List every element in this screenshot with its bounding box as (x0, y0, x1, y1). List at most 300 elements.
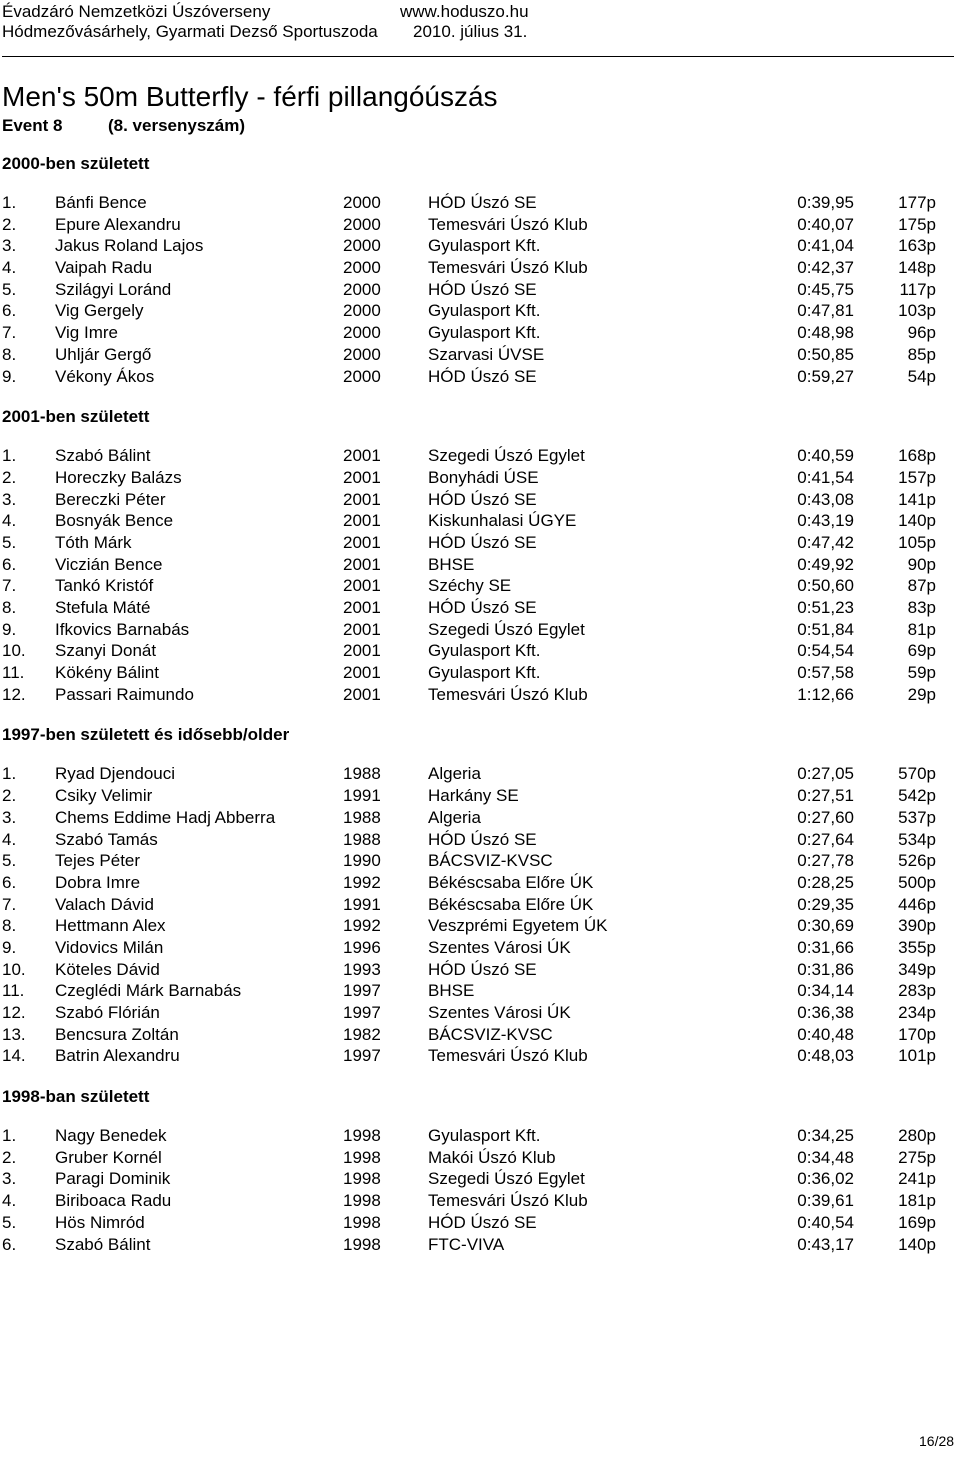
result-time: 0:34,48 (797, 1147, 854, 1167)
place: 2. (2, 467, 17, 487)
result-time: 0:27,60 (797, 807, 854, 827)
result-row (0, 937, 960, 959)
result-row (0, 192, 960, 214)
place: 6. (2, 301, 17, 321)
result-points: 349p (898, 959, 936, 979)
swimmer-name: Viczián Bence (55, 554, 163, 574)
section-spacer (0, 387, 960, 401)
swimmer-name: Batrin Alexandru (55, 1046, 180, 1066)
result-row (0, 597, 960, 619)
club-name: HÓD Úszó SE (428, 279, 537, 299)
result-row (0, 510, 960, 532)
place: 4. (2, 829, 17, 849)
result-points: 87p (907, 576, 936, 596)
club-name: Makói Úszó Klub (428, 1147, 556, 1167)
place: 4. (2, 511, 17, 531)
result-row (0, 1024, 960, 1046)
result-points: 241p (898, 1169, 936, 1189)
result-points: 534p (898, 829, 936, 849)
swimmer-name: Ryad Djendouci (55, 764, 176, 784)
result-row (0, 619, 960, 641)
result-time: 0:27,05 (797, 764, 854, 784)
result-row (0, 489, 960, 511)
result-time: 0:49,92 (797, 554, 854, 574)
result-points: 526p (898, 851, 936, 871)
result-row (0, 1190, 960, 1212)
result-row (0, 467, 960, 489)
header-venue: Hódmezővásárhely, Gyarmati Dezső Sportuszoda (2, 22, 378, 41)
swimmer-name: Szabó Flórián (55, 1003, 160, 1022)
result-points: 275p (898, 1147, 936, 1167)
result-time: 0:36,38 (797, 1003, 854, 1022)
result-points: 169p (898, 1212, 936, 1232)
result-time: 0:43,19 (797, 511, 854, 531)
club-name: FTC-VIVA (428, 1234, 505, 1254)
result-row (0, 662, 960, 684)
birth-year: 1997 (343, 1046, 381, 1066)
swimmer-name: Hettmann Alex (55, 916, 166, 936)
result-time: 0:59,27 (797, 366, 854, 386)
age-group-heading-row (0, 148, 960, 192)
club-name: Gyulasport Kft. (428, 301, 541, 321)
club-name: BHSE (428, 981, 475, 1001)
birth-year: 1998 (343, 1234, 381, 1254)
swimmer-name: Tóth Márk (55, 532, 132, 552)
result-row (0, 279, 960, 301)
header-competition-name: Évadzáró Nemzetközi Úszóverseny (2, 2, 271, 21)
result-time: 0:54,54 (797, 641, 854, 661)
result-time: 0:50,85 (797, 344, 854, 364)
result-points: 96p (907, 323, 936, 343)
results-list (0, 148, 960, 1269)
swimmer-name: Uhljár Gergő (55, 344, 152, 364)
result-points: 101p (898, 1046, 936, 1066)
club-name: Temesvári Úszó Klub (428, 258, 588, 278)
result-points: 117p (899, 279, 936, 299)
place: 3. (2, 489, 17, 509)
result-points: 446p (898, 894, 936, 914)
place: 2. (2, 1147, 17, 1167)
place: 8. (2, 598, 17, 617)
result-row (0, 829, 960, 851)
event-line (2, 116, 245, 136)
event-number: (8. versenyszám) (108, 116, 246, 135)
club-name: HÓD Úszó SE (428, 1212, 537, 1232)
club-name: HÓD Úszó SE (428, 532, 537, 552)
club-name: Temesvári Úszó Klub (428, 214, 588, 234)
age-group-section (0, 1081, 960, 1269)
place: 9. (2, 366, 17, 386)
place: 4. (2, 258, 17, 278)
swimmer-name: Hös Nimród (55, 1212, 145, 1232)
result-time: 0:27,64 (797, 829, 854, 849)
place: 4. (2, 1191, 17, 1211)
birth-year: 2001 (343, 663, 381, 683)
birth-year: 2000 (343, 301, 381, 321)
result-row (0, 257, 960, 279)
result-points: 163p (898, 236, 936, 256)
place: 8. (2, 916, 17, 936)
result-row (0, 554, 960, 576)
result-time: 1:12,66 (797, 684, 854, 704)
birth-year: 2000 (343, 214, 381, 234)
club-name: Kiskunhalasi ÚGYE (428, 511, 577, 531)
swimmer-name: Vaipah Radu (55, 258, 153, 278)
result-points: 103p (898, 301, 936, 321)
club-name: Békéscsaba Előre ÚK (428, 872, 594, 892)
page-number: 16/28 (919, 1433, 955, 1449)
result-time: 0:27,78 (797, 851, 854, 871)
result-row (0, 214, 960, 236)
place: 7. (2, 894, 17, 914)
swimmer-name: Jakus Roland Lajos (55, 236, 204, 256)
birth-year: 2001 (343, 684, 381, 704)
place: 3. (2, 236, 17, 256)
club-name: HÓD Úszó SE (428, 598, 537, 617)
result-time: 0:29,35 (797, 894, 854, 914)
result-points: 280p (898, 1126, 936, 1146)
swimmer-name: Bánfi Bence (55, 193, 147, 212)
age-group-heading-row (0, 719, 960, 763)
result-time: 0:34,25 (797, 1126, 854, 1146)
result-points: 54p (907, 366, 936, 386)
place: 9. (2, 937, 17, 957)
swimmer-name: Nagy Benedek (55, 1126, 167, 1146)
result-row (0, 322, 960, 344)
birth-year: 1998 (343, 1126, 381, 1146)
club-name: Temesvári Úszó Klub (428, 1046, 588, 1066)
club-name: Szentes Városi ÚK (428, 937, 571, 957)
result-row (0, 980, 960, 1002)
result-time: 0:41,04 (797, 236, 854, 256)
birth-year: 1991 (343, 894, 381, 914)
result-points: 177p (898, 193, 936, 212)
birth-year: 1996 (343, 937, 381, 957)
birth-year: 1988 (343, 764, 381, 784)
swimmer-name: Vig Gergely (55, 301, 144, 321)
result-row (0, 344, 960, 366)
result-time: 0:42,37 (797, 258, 854, 278)
result-points: 234p (898, 1003, 936, 1022)
age-group-section (0, 719, 960, 1081)
header-divider (2, 56, 954, 57)
result-points: 355p (898, 937, 936, 957)
result-time: 0:57,58 (797, 663, 854, 683)
swimmer-name: Szabó Bálint (55, 1234, 151, 1254)
result-time: 0:48,03 (797, 1046, 854, 1066)
result-row (0, 959, 960, 981)
result-row (0, 1125, 960, 1147)
result-time: 0:36,02 (797, 1169, 854, 1189)
result-points: 140p (898, 511, 936, 531)
swimmer-name: Dobra Imre (55, 872, 141, 892)
result-points: 500p (898, 872, 936, 892)
age-group-heading: 2001-ben született (2, 407, 150, 427)
age-group-heading: 1997-ben született és idősebb/older (2, 725, 290, 745)
club-name: HÓD Úszó SE (428, 366, 537, 386)
club-name: Szarvasi ÚVSE (428, 344, 545, 364)
result-time: 0:48,98 (797, 323, 854, 343)
place: 10. (2, 959, 26, 979)
birth-year: 1998 (343, 1212, 381, 1232)
result-points: 29p (907, 684, 936, 704)
club-name: Gyulasport Kft. (428, 323, 541, 343)
club-name: HÓD Úszó SE (428, 829, 537, 849)
place: 5. (2, 532, 17, 552)
section-spacer (0, 705, 960, 719)
result-points: 283p (898, 981, 936, 1001)
result-time: 0:40,59 (797, 446, 854, 466)
place: 12. (2, 1003, 26, 1022)
result-time: 0:41,54 (797, 467, 854, 487)
result-time: 0:51,23 (797, 598, 854, 617)
result-row (0, 850, 960, 872)
place: 6. (2, 554, 17, 574)
swimmer-name: Chems Eddime Hadj Abberra (55, 807, 276, 827)
club-name: BÁCSVIZ-KVSC (428, 851, 553, 871)
place: 2. (2, 214, 17, 234)
result-row (0, 1212, 960, 1234)
place: 7. (2, 323, 17, 343)
result-row (0, 894, 960, 916)
birth-year: 1982 (343, 1024, 381, 1044)
result-row (0, 575, 960, 597)
birth-year: 2000 (343, 366, 381, 386)
result-points: 157p (898, 467, 936, 487)
age-group-section (0, 401, 960, 719)
result-time: 0:30,69 (797, 916, 854, 936)
result-row (0, 807, 960, 829)
result-time: 0:47,42 (797, 532, 854, 552)
result-points: 59p (907, 663, 936, 683)
birth-year: 1998 (343, 1191, 381, 1211)
club-name: Széchy SE (428, 576, 512, 596)
result-row (0, 872, 960, 894)
birth-year: 1993 (343, 959, 381, 979)
result-row (0, 445, 960, 467)
swimmer-name: Bereczki Péter (55, 489, 166, 509)
result-time: 0:39,61 (797, 1191, 854, 1211)
club-name: HÓD Úszó SE (428, 489, 537, 509)
result-points: 175p (898, 214, 936, 234)
result-time: 0:45,75 (797, 279, 854, 299)
club-name: Szegedi Úszó Egylet (428, 619, 585, 639)
place: 6. (2, 872, 17, 892)
place: 11. (2, 663, 25, 683)
result-time: 0:28,25 (797, 872, 854, 892)
result-time: 0:39,95 (797, 193, 854, 212)
swimmer-name: Vidovics Milán (55, 937, 164, 957)
swimmer-name: Köteles Dávid (55, 959, 160, 979)
swimmer-name: Vékony Ákos (55, 366, 155, 386)
event-label: Event 8 (2, 116, 63, 135)
swimmer-name: Czeglédi Márk Barnabás (55, 981, 242, 1001)
club-name: Szentes Városi ÚK (428, 1003, 571, 1022)
result-row (0, 235, 960, 257)
club-name: Gyulasport Kft. (428, 1126, 541, 1146)
swimmer-name: Kökény Bálint (55, 663, 159, 683)
result-points: 69p (907, 641, 936, 661)
result-points: 90p (907, 554, 936, 574)
place: 5. (2, 1212, 17, 1232)
club-name: HÓD Úszó SE (428, 193, 537, 212)
age-group-heading-row (0, 1081, 960, 1125)
result-time: 0:40,54 (797, 1212, 854, 1232)
swimmer-name: Szanyi Donát (55, 641, 157, 661)
place: 6. (2, 1234, 17, 1254)
swimmer-name: Ifkovics Barnabás (55, 619, 190, 639)
result-row (0, 300, 960, 322)
club-name: HÓD Úszó SE (428, 959, 537, 979)
place: 5. (2, 279, 17, 299)
birth-year: 1992 (343, 916, 381, 936)
result-points: 537p (898, 807, 936, 827)
swimmer-name: Horeczky Balázs (55, 467, 182, 487)
swimmer-name: Tejes Péter (55, 851, 141, 871)
result-time: 0:40,48 (797, 1024, 854, 1044)
birth-year: 2001 (343, 532, 381, 552)
result-time: 0:40,07 (797, 214, 854, 234)
club-name: Szegedi Úszó Egylet (428, 1169, 585, 1189)
birth-year: 2001 (343, 619, 381, 639)
birth-year: 2001 (343, 554, 381, 574)
birth-year: 2000 (343, 323, 381, 343)
result-points: 390p (898, 916, 936, 936)
result-row (0, 1234, 960, 1256)
birth-year: 2001 (343, 489, 381, 509)
section-spacer (0, 1067, 960, 1081)
result-time: 0:31,66 (797, 937, 854, 957)
result-row (0, 1002, 960, 1024)
result-row (0, 366, 960, 388)
swimmer-name: Szilágyi Loránd (55, 279, 172, 299)
place: 3. (2, 1169, 17, 1189)
birth-year: 2000 (343, 344, 381, 364)
club-name: Békéscsaba Előre ÚK (428, 894, 594, 914)
place: 9. (2, 619, 17, 639)
birth-year: 2000 (343, 236, 381, 256)
header-website: www.hoduszo.hu (400, 2, 529, 21)
birth-year: 1998 (343, 1147, 381, 1167)
result-points: 81p (907, 619, 936, 639)
swimmer-name: Biriboaca Radu (55, 1191, 172, 1211)
section-spacer (0, 1255, 960, 1269)
result-time: 0:31,86 (797, 959, 854, 979)
birth-year: 1992 (343, 872, 381, 892)
birth-year: 1998 (343, 1169, 381, 1189)
swimmer-name: Passari Raimundo (55, 684, 194, 704)
result-row (0, 1045, 960, 1067)
birth-year: 2001 (343, 467, 381, 487)
result-row (0, 532, 960, 554)
result-points: 168p (898, 446, 936, 466)
swimmer-name: Szabó Bálint (55, 446, 151, 466)
club-name: Algeria (428, 807, 481, 827)
result-points: 570p (898, 764, 936, 784)
swimmer-name: Szabó Tamás (55, 829, 158, 849)
swimmer-name: Epure Alexandru (55, 214, 181, 234)
club-name: Algeria (428, 764, 481, 784)
club-name: Gyulasport Kft. (428, 663, 541, 683)
birth-year: 2001 (343, 576, 381, 596)
swimmer-name: Valach Dávid (55, 894, 154, 914)
swimmer-name: Bencsura Zoltán (55, 1024, 179, 1044)
birth-year: 2001 (343, 641, 381, 661)
place: 14. (2, 1046, 26, 1066)
club-name: Gyulasport Kft. (428, 641, 541, 661)
result-points: 83p (907, 598, 936, 617)
place: 1. (2, 764, 17, 784)
birth-year: 2001 (343, 511, 381, 531)
birth-year: 1997 (343, 1003, 381, 1022)
result-row (0, 1168, 960, 1190)
swimmer-name: Bosnyák Bence (55, 511, 174, 531)
place: 10. (2, 641, 26, 661)
birth-year: 2001 (343, 598, 381, 617)
age-group-heading: 2000-ben született (2, 154, 150, 173)
club-name: Temesvári Úszó Klub (428, 1191, 588, 1211)
birth-year: 2000 (343, 279, 381, 299)
club-name: Veszprémi Egyetem ÚK (428, 916, 608, 936)
place: 1. (2, 1126, 17, 1146)
swimmer-name: Paragi Dominik (55, 1169, 171, 1189)
result-row (0, 915, 960, 937)
place: 13. (2, 1024, 26, 1044)
club-name: Bonyhádi ÚSE (428, 467, 539, 487)
club-name: Gyulasport Kft. (428, 236, 541, 256)
place: 3. (2, 807, 17, 827)
result-row (0, 640, 960, 662)
place: 7. (2, 576, 17, 596)
club-name: Harkány SE (428, 786, 519, 806)
club-name: Szegedi Úszó Egylet (428, 446, 585, 466)
club-name: BHSE (428, 554, 475, 574)
result-time: 0:43,17 (797, 1234, 854, 1254)
result-points: 85p (907, 344, 936, 364)
birth-year: 2000 (343, 258, 381, 278)
result-time: 0:47,81 (797, 301, 854, 321)
result-points: 542p (898, 786, 936, 806)
result-time: 0:50,60 (797, 576, 854, 596)
result-row (0, 763, 960, 785)
swimmer-name: Stefula Máté (55, 598, 151, 617)
birth-year: 2000 (343, 193, 381, 212)
result-time: 0:43,08 (797, 489, 854, 509)
result-row (0, 684, 960, 706)
club-name: BÁCSVIZ-KVSC (428, 1024, 553, 1044)
swimmer-name: Gruber Kornél (55, 1147, 162, 1167)
swimmer-name: Csiky Velimir (55, 786, 153, 806)
event-title: Men's 50m Butterfly - férfi pillangóúszás (2, 81, 498, 112)
place: 12. (2, 684, 26, 704)
place: 5. (2, 851, 17, 871)
header-date: 2010. július 31. (413, 22, 528, 41)
result-points: 170p (898, 1024, 936, 1044)
result-time: 0:27,51 (797, 786, 854, 806)
birth-year: 2001 (343, 446, 381, 466)
place: 1. (2, 446, 17, 466)
result-points: 181p (898, 1191, 936, 1211)
birth-year: 1990 (343, 851, 381, 871)
birth-year: 1991 (343, 786, 381, 806)
age-group-section (0, 148, 960, 401)
result-row (0, 1147, 960, 1169)
swimmer-name: Vig Imre (55, 323, 118, 343)
place: 11. (2, 981, 25, 1001)
result-row (0, 785, 960, 807)
club-name: Temesvári Úszó Klub (428, 684, 588, 704)
result-time: 0:51,84 (797, 619, 854, 639)
